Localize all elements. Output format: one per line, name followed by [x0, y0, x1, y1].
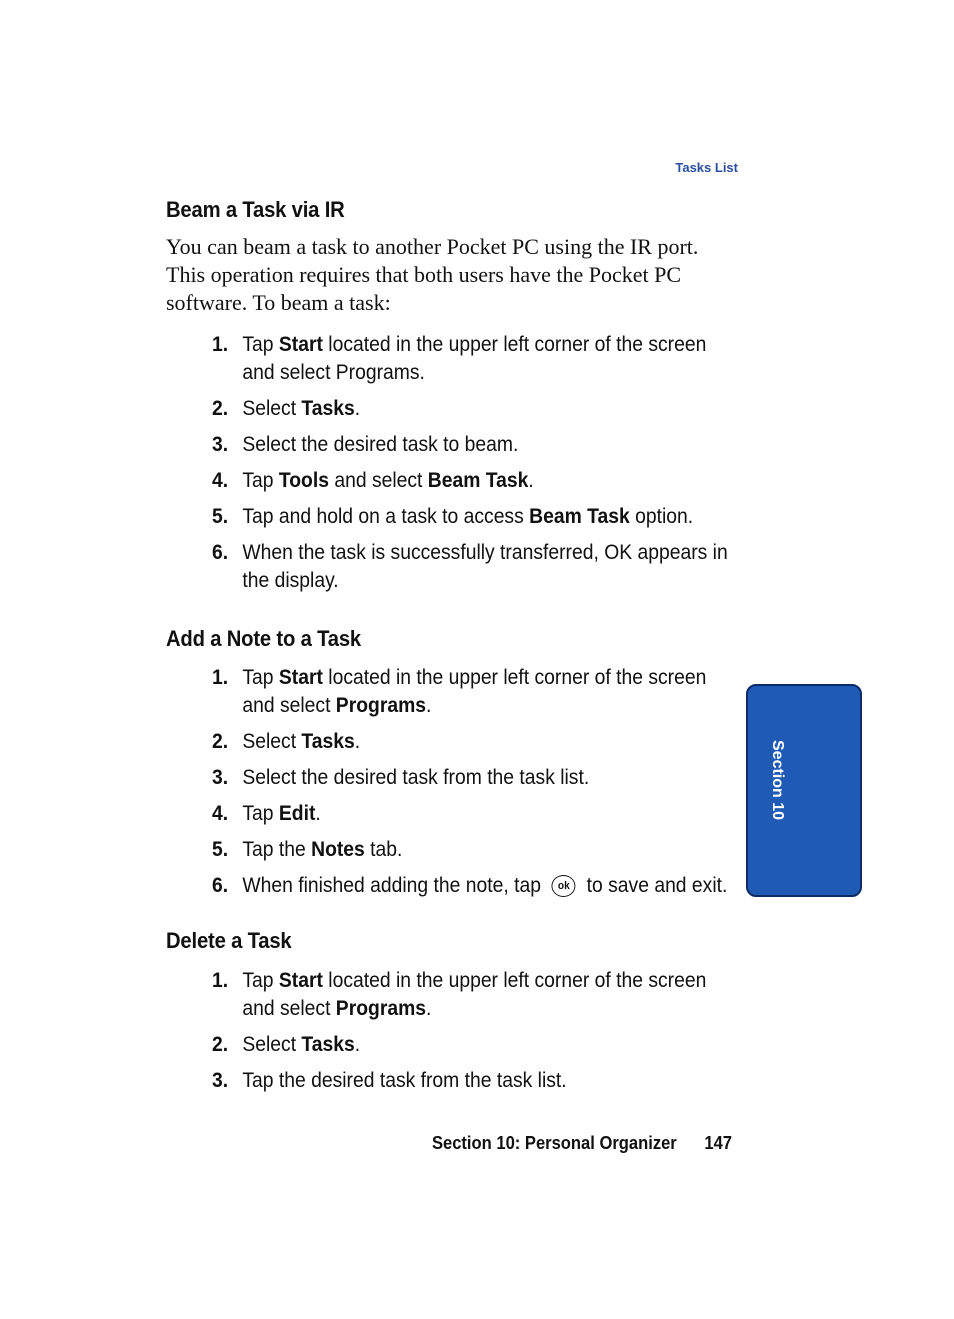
footer-section-title: Section 10: Personal Organizer: [431, 1133, 677, 1153]
list-item: 3. Tap the desired task from the task list.: [166, 1067, 730, 1095]
heading-beam: Beam a Task via IR: [166, 197, 345, 222]
ok-icon: ok: [552, 875, 576, 897]
list-item: 2. Select Tasks.: [166, 1031, 730, 1059]
section-tab: [746, 684, 862, 897]
step-number: 3.: [212, 433, 229, 456]
running-header: Tasks List: [675, 160, 738, 175]
step-number: 6.: [212, 874, 229, 897]
step-number: 2.: [212, 1033, 229, 1056]
step-number: 1.: [212, 333, 229, 356]
bold-term: Notes: [311, 838, 365, 861]
section-tab-label: Section 10: [769, 740, 786, 821]
page-footer: [408, 1133, 732, 1154]
bold-term: Programs: [335, 694, 427, 717]
list-item: 6. When finished adding the note, tap ok to save and exit.: [166, 872, 730, 900]
bold-term: Start: [278, 333, 323, 356]
section-note: [166, 626, 736, 652]
list-item: 5. Tap and hold on a task to access Beam Task option.: [166, 503, 730, 531]
list-item: 4. Tap Edit.: [166, 800, 730, 828]
list-item: 1. Tap Start located in the upper left corner of the screen and select Programs.: [212, 666, 707, 717]
list-item: 4. Tap Tools and select Beam Task.: [166, 467, 730, 495]
bold-term: Tools: [278, 469, 329, 492]
step-number: 4.: [212, 802, 229, 825]
step-number: 6.: [212, 541, 229, 564]
list-item: 1. Tap Start located in the upper left corner of the screen and select Programs.: [212, 333, 707, 384]
step-number: 1.: [212, 666, 229, 689]
list-item: 6. When the task is successfully transferred, OK appears in the display.: [212, 541, 728, 592]
page-number: 147: [704, 1133, 732, 1153]
steps-delete: [166, 967, 736, 1095]
intro-paragraph: You can beam a task to another Pocket PC using the IR port. This operation requires that both users have the Pocket PC software. To beam a task:: [166, 234, 699, 315]
bold-term: Start: [278, 969, 323, 992]
bold-term: Tasks: [301, 1033, 355, 1056]
steps-note: [166, 664, 736, 900]
heading-delete: Delete a Task: [166, 928, 292, 953]
bold-term: Edit: [278, 802, 316, 825]
step-number: 4.: [212, 469, 229, 492]
bold-term: Start: [278, 666, 323, 689]
bold-term: Tasks: [301, 397, 355, 420]
bold-term: Tasks: [301, 730, 355, 753]
step-number: 5.: [212, 505, 229, 528]
step-number: 2.: [212, 397, 229, 420]
bold-term: Beam Task: [529, 505, 630, 528]
steps-beam: [166, 331, 736, 595]
heading-note: Add a Note to a Task: [166, 626, 362, 651]
bold-term: Beam Task: [427, 469, 529, 492]
list-item: 3. Select the desired task to beam.: [166, 431, 730, 459]
step-number: 2.: [212, 730, 229, 753]
list-item: 3. Select the desired task from the task list.: [166, 764, 730, 792]
step-number: 3.: [212, 1069, 229, 1092]
list-item: 1. Tap Start located in the upper left corner of the screen and select Programs.: [212, 969, 707, 1020]
step-number: 5.: [212, 838, 229, 861]
step-number: 3.: [212, 766, 229, 789]
section-delete: [166, 928, 736, 954]
list-item: 2. Select Tasks.: [166, 728, 730, 756]
list-item: 2. Select Tasks.: [166, 395, 730, 423]
step-number: 1.: [212, 969, 229, 992]
list-item: 5. Tap the Notes tab.: [166, 836, 730, 864]
section-beam: [166, 197, 736, 317]
bold-term: Programs: [335, 997, 427, 1020]
